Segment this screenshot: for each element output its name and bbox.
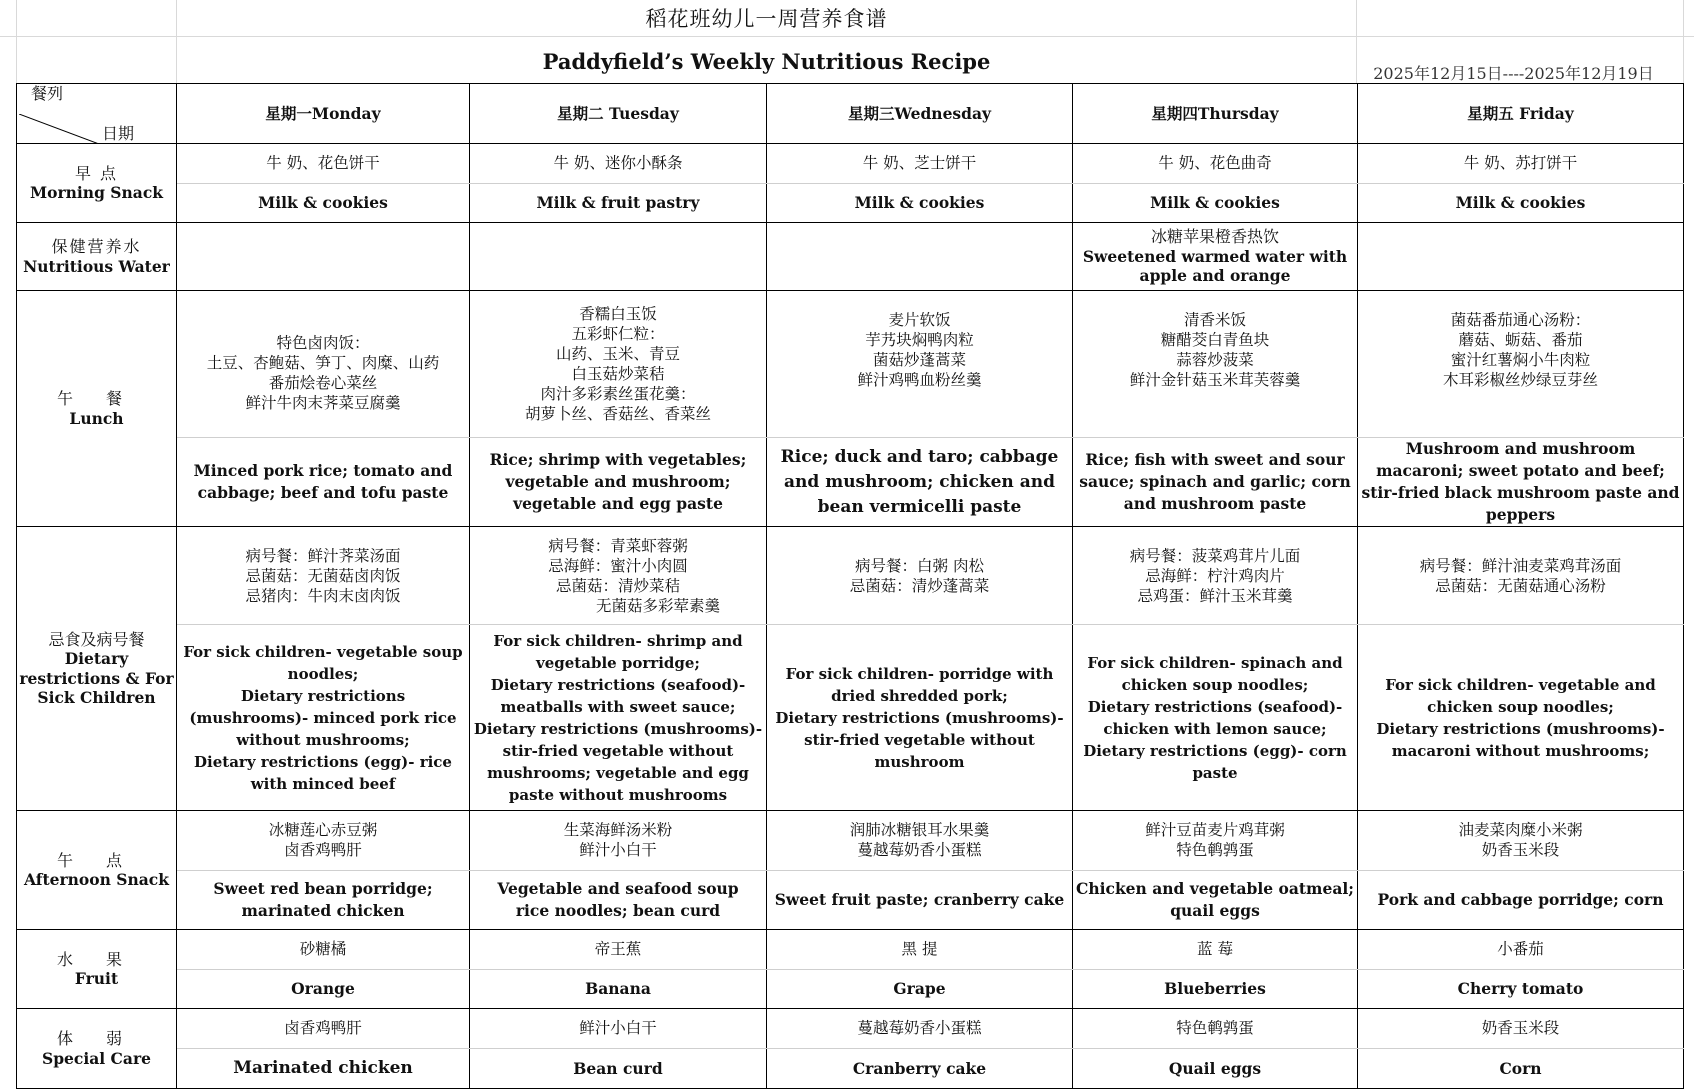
weekly-menu-table bbox=[16, 83, 1684, 1089]
day-header-wednesday: 星期三Wednesday bbox=[767, 84, 1073, 144]
special-care-thursday-en: Quail eggs bbox=[1073, 1049, 1358, 1089]
special-care-row-cn bbox=[17, 1009, 1684, 1049]
dietary-wednesday-cn: 病号餐：白粥 肉松 忌菌菇：清炒蓬蒿菜 bbox=[767, 527, 1073, 625]
special-care-tuesday-cn: 鲜汁小白干 bbox=[470, 1009, 767, 1049]
fruit-friday-cn: 小番茄 bbox=[1358, 930, 1684, 970]
dietary-tuesday-en: For sick children- shrimp and vegetable porridge; Dietary restrictions (seafood)- meatballs with sweet sauce; Dietary restrictions (mushrooms)- stir-fried vegetable without mushrooms; vegetable and egg paste without mushrooms bbox=[470, 625, 767, 811]
fruit-wednesday-en: Grape bbox=[767, 970, 1073, 1009]
special-care-row-en bbox=[17, 1049, 1684, 1089]
nutritious-water-thursday bbox=[1073, 223, 1358, 291]
nutritious-water-friday bbox=[1358, 223, 1684, 291]
row-label-special-care: 体 弱 Special Care bbox=[17, 1009, 177, 1089]
dietary-thursday-cn: 病号餐：菠菜鸡茸片儿面 忌海鲜：柠汁鸡肉片 忌鸡蛋：鲜汁玉米茸羹 bbox=[1073, 527, 1358, 625]
water-thursday-cn: 冰糖苹果橙香热饮 bbox=[1150, 227, 1279, 247]
row-label-morning-snack: 早 点 Morning Snack bbox=[17, 144, 177, 223]
morning-snack-wednesday-cn: 牛 奶、芝士饼干 bbox=[767, 144, 1073, 184]
afternoon-snack-row-cn bbox=[17, 811, 1684, 871]
morning-snack-wednesday-en: Milk & cookies bbox=[767, 184, 1073, 223]
lunch-friday-en: Mushroom and mushroom macaroni; sweet potato and beef; stir-fried black mushroom paste and peppers bbox=[1358, 438, 1684, 527]
corner-date-label: 日期 bbox=[101, 123, 134, 143]
afternoon-snack-row-en bbox=[17, 871, 1684, 930]
morning-snack-tuesday-en: Milk & fruit pastry bbox=[470, 184, 767, 223]
lunch-thursday-cn: 清香米饭 糖醋茭白青鱼块 蒜蓉炒菠菜 鲜汁金针菇玉米茸芙蓉羹 bbox=[1073, 291, 1358, 438]
fruit-monday-cn: 砂糖橘 bbox=[177, 930, 470, 970]
special-care-wednesday-en: Cranberry cake bbox=[767, 1049, 1073, 1089]
fruit-monday-en: Orange bbox=[177, 970, 470, 1009]
afternoon-snack-wednesday-cn: 润肺冰糖银耳水果羹 蔓越莓奶香小蛋糕 bbox=[767, 811, 1073, 871]
nutritious-water-wednesday bbox=[767, 223, 1073, 291]
special-care-tuesday-en: Bean curd bbox=[470, 1049, 767, 1089]
fruit-wednesday-cn: 黑 提 bbox=[767, 930, 1073, 970]
water-thursday-en: Sweetened warmed water with apple and orange bbox=[1082, 246, 1348, 286]
afternoon-snack-thursday-cn: 鲜汁豆苗麦片鸡茸粥 特色鹌鹑蛋 bbox=[1073, 811, 1358, 871]
dietary-row-en bbox=[17, 625, 1684, 811]
nutritious-water-row bbox=[17, 223, 1684, 291]
day-header-thursday: 星期四Thursday bbox=[1073, 84, 1358, 144]
row-label-lunch: 午 餐 Lunch bbox=[17, 291, 177, 527]
row-label-afternoon-snack: 午 点 Afternoon Snack bbox=[17, 811, 177, 930]
special-care-monday-cn: 卤香鸡鸭肝 bbox=[177, 1009, 470, 1049]
morning-snack-row-cn bbox=[17, 144, 1684, 184]
lunch-friday-cn: 菌菇番茄通心汤粉： 蘑菇、蛎菇、番茄 蜜汁红薯焖小牛肉粒 木耳彩椒丝炒绿豆芽丝 bbox=[1358, 291, 1684, 438]
gridline bbox=[0, 36, 1694, 37]
gridline bbox=[1683, 0, 1684, 84]
row-label-fruit: 水 果 Fruit bbox=[17, 930, 177, 1009]
lunch-tuesday-cn: 香糯白玉饭 五彩虾仁粒： 山药、玉米、青豆 白玉菇炒菜秸 肉汁多彩素丝蛋花羹： 胡萝卜丝、香菇丝、香菜丝 bbox=[470, 291, 767, 438]
page-title-english: Paddyfield’s Weekly Nutritious Recipe bbox=[542, 48, 991, 74]
row-label-dietary: 忌食及病号餐 Dietary restrictions & For Sick Children bbox=[17, 527, 177, 811]
fruit-row-en bbox=[17, 970, 1684, 1009]
lunch-row-en bbox=[17, 438, 1684, 527]
row-label-nutritious-water: 保健营养水 Nutritious Water bbox=[17, 223, 177, 291]
lunch-row-cn bbox=[17, 291, 1684, 438]
page-title-chinese: 稻花班幼儿一周营养食谱 bbox=[645, 7, 888, 31]
day-header-tuesday: 星期二 Tuesday bbox=[470, 84, 767, 144]
fruit-row-cn bbox=[17, 930, 1684, 970]
fruit-thursday-cn: 蓝 莓 bbox=[1073, 930, 1358, 970]
dietary-wednesday-en: For sick children- porridge with dried shredded pork; Dietary restrictions (mushrooms)- stir-fried vegetable without mushroom bbox=[767, 625, 1073, 811]
afternoon-snack-thursday-en: Chicken and vegetable oatmeal; quail eggs bbox=[1073, 871, 1358, 930]
corner-meal-label: 餐列 bbox=[31, 84, 64, 103]
afternoon-snack-wednesday-en: Sweet fruit paste; cranberry cake bbox=[767, 871, 1073, 930]
fruit-tuesday-en: Banana bbox=[470, 970, 767, 1009]
dietary-friday-cn: 病号餐：鲜汁油麦菜鸡茸汤面 忌菌菇：无菌菇通心汤粉 bbox=[1358, 527, 1684, 625]
morning-snack-thursday-en: Milk & cookies bbox=[1073, 184, 1358, 223]
special-care-friday-cn: 奶香玉米段 bbox=[1358, 1009, 1684, 1049]
morning-snack-thursday-cn: 牛 奶、花色曲奇 bbox=[1073, 144, 1358, 184]
afternoon-snack-monday-cn: 冰糖莲心赤豆粥 卤香鸡鸭肝 bbox=[177, 811, 470, 871]
lunch-wednesday-en: Rice; duck and taro; cabbage and mushroom; chicken and bean vermicelli paste bbox=[767, 438, 1073, 527]
corner-cell bbox=[17, 84, 177, 144]
lunch-wednesday-cn: 麦片软饭 芋艿块焖鸭肉粒 菌菇炒蓬蒿菜 鲜汁鸡鸭血粉丝羹 bbox=[767, 291, 1073, 438]
morning-snack-friday-cn: 牛 奶、苏打饼干 bbox=[1358, 144, 1684, 184]
day-header-friday: 星期五 Friday bbox=[1358, 84, 1684, 144]
morning-snack-row-en bbox=[17, 184, 1684, 223]
afternoon-snack-friday-en: Pork and cabbage porridge; corn bbox=[1358, 871, 1684, 930]
gridline bbox=[16, 0, 17, 84]
special-care-thursday-cn: 特色鹌鹑蛋 bbox=[1073, 1009, 1358, 1049]
dietary-thursday-en: For sick children- spinach and chicken soup noodles; Dietary restrictions (seafood)- chicken with lemon sauce; Dietary restrictions (egg)- corn paste bbox=[1073, 625, 1358, 811]
nutritious-water-monday bbox=[177, 223, 470, 291]
fruit-thursday-en: Blueberries bbox=[1073, 970, 1358, 1009]
afternoon-snack-monday-en: Sweet red bean porridge; marinated chicken bbox=[177, 871, 470, 930]
afternoon-snack-tuesday-en: Vegetable and seafood soup rice noodles; bean curd bbox=[470, 871, 767, 930]
afternoon-snack-tuesday-cn: 生菜海鲜汤米粉 鲜汁小白干 bbox=[470, 811, 767, 871]
nutritious-water-tuesday bbox=[470, 223, 767, 291]
morning-snack-tuesday-cn: 牛 奶、迷你小酥条 bbox=[470, 144, 767, 184]
lunch-monday-en: Minced pork rice; tomato and cabbage; beef and tofu paste bbox=[177, 438, 470, 527]
day-header-monday: 星期一Monday bbox=[177, 84, 470, 144]
lunch-tuesday-en: Rice; shrimp with vegetables; vegetable and mushroom; vegetable and egg paste bbox=[470, 438, 767, 527]
morning-snack-friday-en: Milk & cookies bbox=[1358, 184, 1684, 223]
morning-snack-monday-cn: 牛 奶、花色饼干 bbox=[177, 144, 470, 184]
lunch-thursday-en: Rice; fish with sweet and sour sauce; spinach and garlic; corn and mushroom paste bbox=[1073, 438, 1358, 527]
diagonal-divider bbox=[19, 114, 177, 144]
dietary-row-cn bbox=[17, 527, 1684, 625]
dietary-monday-cn: 病号餐：鲜汁荠菜汤面 忌菌菇：无菌菇卤肉饭 忌猪肉：牛肉末卤肉饭 bbox=[177, 527, 470, 625]
afternoon-snack-friday-cn: 油麦菜肉糜小米粥 奶香玉米段 bbox=[1358, 811, 1684, 871]
dietary-friday-en: For sick children- vegetable and chicken soup noodles; Dietary restrictions (mushrooms)- macaroni without mushrooms; bbox=[1358, 625, 1684, 811]
morning-snack-monday-en: Milk & cookies bbox=[177, 184, 470, 223]
special-care-wednesday-cn: 蔓越莓奶香小蛋糕 bbox=[767, 1009, 1073, 1049]
dietary-monday-en: For sick children- vegetable soup noodles; Dietary restrictions (mushrooms)- minced pork rice without mushrooms; Dietary restrictions (egg)- rice with minced beef bbox=[177, 625, 470, 811]
dietary-tuesday-cn: 病号餐：青菜虾蓉粥 忌海鲜：蜜汁小肉圆 忌菌菇：清炒菜秸 无菌菇多彩荤素羹 bbox=[470, 527, 767, 625]
special-care-friday-en: Corn bbox=[1358, 1049, 1684, 1089]
fruit-friday-en: Cherry tomato bbox=[1358, 970, 1684, 1009]
special-care-monday-en: Marinated chicken bbox=[177, 1049, 470, 1089]
lunch-monday-cn: 特色卤肉饭： 土豆、杏鲍菇、笋丁、肉糜、山药 番茄烩卷心菜丝 鲜汁牛肉末荠菜豆腐羹 bbox=[177, 291, 470, 438]
date-range: 2025年12月15日----2025年12月19日 bbox=[1373, 63, 1654, 83]
day-header-row bbox=[17, 84, 1684, 144]
fruit-tuesday-cn: 帝王蕉 bbox=[470, 930, 767, 970]
